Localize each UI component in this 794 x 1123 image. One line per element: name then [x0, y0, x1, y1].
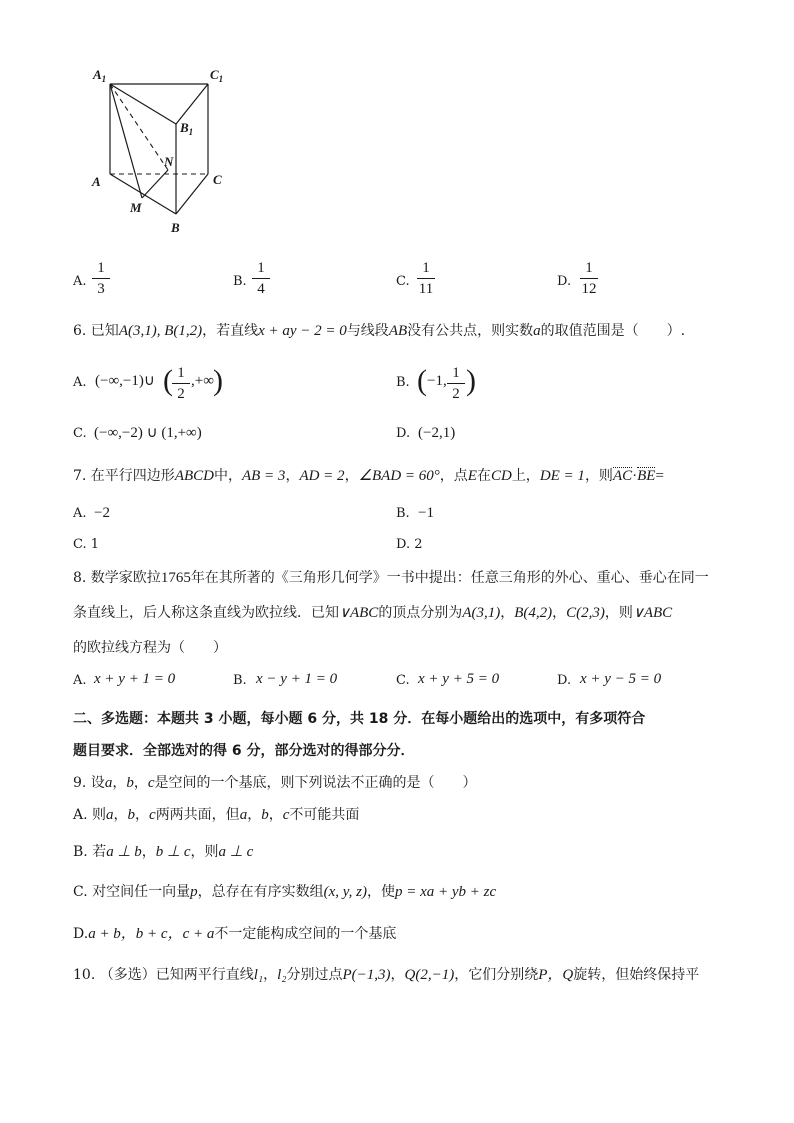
- prism-figure: [80, 62, 340, 242]
- section2-heading-line1: 二、多选题：本题共 3 小题，每小题 6 分，共 18 分．在每小题给出的选项中，有多项符合: [73, 711, 646, 727]
- q7-option-c[interactable]: C. 1: [73, 537, 100, 552]
- edge-b1c1: [176, 84, 208, 124]
- exam-page: $A_1$ $C_1$ $B_1$ N A C M B A. 1 3 B. 1 4 C. 1 11 D. 1 12 6. 已知A(3,1), B(1,2)，若直线x + ay − 2 = 0与线段AB没有公共点，则实数a的取值范围是（ ）. A. (−∞,−1)∪ ( 1 2 ,+∞ ) B. ( −1, 1 2 ) C. (−∞,−2) ∪ (1,+∞) D. (−2,1) 7. 在平行四边形ABCD中，AB = 3，AD = 2，∠BAD = 60°，点E在CD上，DE = 1，则AC·BE= A. −2 B. −1 C. 1 D. 2 8. 数学家欧拉1765年在其所著的《三角形几何学》一书中提出：任意三角形的外心、重心、垂心在同一 条直线上，后人称这条直线为欧拉线．已知∨ABC的顶点分别为A(3,1)，B(4,2)，C(2,3)，则∨ABC 的欧拉线方程为（ ） A. x + y + 1 = 0 B. x − y + 1 = 0 C. x + y + 5 = 0 D. x + y − 5 = 0 二、多选题：本题共 3 小题，每小题 6 分，共 18 分．在每小题给出的选项中，有多项符合 题目要求．全部选对的得 6 分，部分选对的得部分分． 9. 设a，b，c是空间的一个基底，则下列说法不正确的是（ ） A. 则a，b，c两两共面，但a，b，c不可能共面 B. 若a ⊥ b，b ⊥ c，则a ⊥ c C. 对空间任一向量p，总存在有序实数组(x, y, z)，使p = xa + yb + zc D.a + b，b + c，c + a不一定能构成空间的一个基底 10. （多选）已知两平行直线l₁，l₂分别过点P(−1,3)，Q(2,−1)，它们分别绕P，Q旋转，但始终保持平: [0, 0, 794, 1123]
- label-a1: $A_1$: [93, 67, 107, 84]
- q6-option-b-fraction: 1 2: [445, 364, 467, 403]
- q5-option-b-fraction: 1 4: [250, 259, 272, 298]
- label-b1: $B_1$: [180, 120, 194, 137]
- q9-option-b[interactable]: B. 若a ⊥ b，b ⊥ c，则a ⊥ c: [73, 844, 254, 860]
- label-a: A: [92, 174, 101, 189]
- q5-option-a-fraction: 1 3: [90, 259, 112, 298]
- section2-heading-line2: 题目要求．全部选对的得 6 分，部分选对的得部分分．: [73, 743, 415, 759]
- label-c: C: [213, 172, 222, 187]
- label-m: M: [130, 200, 142, 215]
- q6-stem: 6. 已知A(3,1), B(1,2)，若直线x + ay − 2 = 0与线段AB没有公共点，则实数a的取值范围是（ ）.: [73, 323, 686, 339]
- q5-option-b-letter[interactable]: B.: [233, 274, 247, 289]
- edge-ab: [110, 174, 176, 214]
- q5-option-c-letter[interactable]: C.: [396, 274, 410, 289]
- q8-stem-line1: 8. 数学家欧拉1765年在其所著的《三角形几何学》一书中提出：任意三角形的外心、重心、垂心在同一: [73, 570, 709, 586]
- q7-option-d[interactable]: D. 2: [396, 537, 423, 552]
- q5-option-d-fraction: 1 12: [581, 260, 597, 297]
- q5-option-d-letter[interactable]: D.: [557, 274, 572, 289]
- label-b: B: [171, 220, 180, 235]
- q9-option-c[interactable]: C. 对空间任一向量p，总存在有序实数组(x, y, z)，使p = xa + yb + zc: [73, 884, 497, 900]
- q8-stem-line2: 条直线上，后人称这条直线为欧拉线．已知∨ABC的顶点分别为A(3,1)，B(4,2)，C(2,3)，则∨ABC: [73, 605, 673, 621]
- label-c1: $C_1$: [210, 67, 224, 84]
- edge-bc: [176, 174, 208, 214]
- q9-option-a[interactable]: A. 则a，b，c两两共面，但a，b，c不可能共面: [73, 807, 360, 823]
- label-n: N: [164, 154, 174, 169]
- q8-stem-line3: 的欧拉线方程为（ ）: [73, 640, 227, 656]
- q6-option-a-fraction: 1 2: [170, 364, 192, 403]
- q5-option-c-fraction: 1 11: [418, 260, 434, 297]
- q7-stem: 7. 在平行四边形ABCD中，AB = 3，AD = 2，∠BAD = 60°，点E在CD上，DE = 1，则AC·BE=: [73, 468, 664, 484]
- q10-stem: 10. （多选）已知两平行直线l₁，l₂分别过点P(−1,3)，Q(2,−1)，它们分别绕P，Q旋转，但始终保持平: [73, 967, 700, 983]
- q9-stem: 9. 设a，b，c是空间的一个基底，则下列说法不正确的是（ ）: [73, 775, 477, 791]
- segment-a1n-hidden: [110, 84, 168, 170]
- q9-option-d[interactable]: D.a + b，b + c，c + a不一定能构成空间的一个基底: [73, 926, 397, 942]
- q5-option-a-letter[interactable]: A.: [73, 274, 87, 289]
